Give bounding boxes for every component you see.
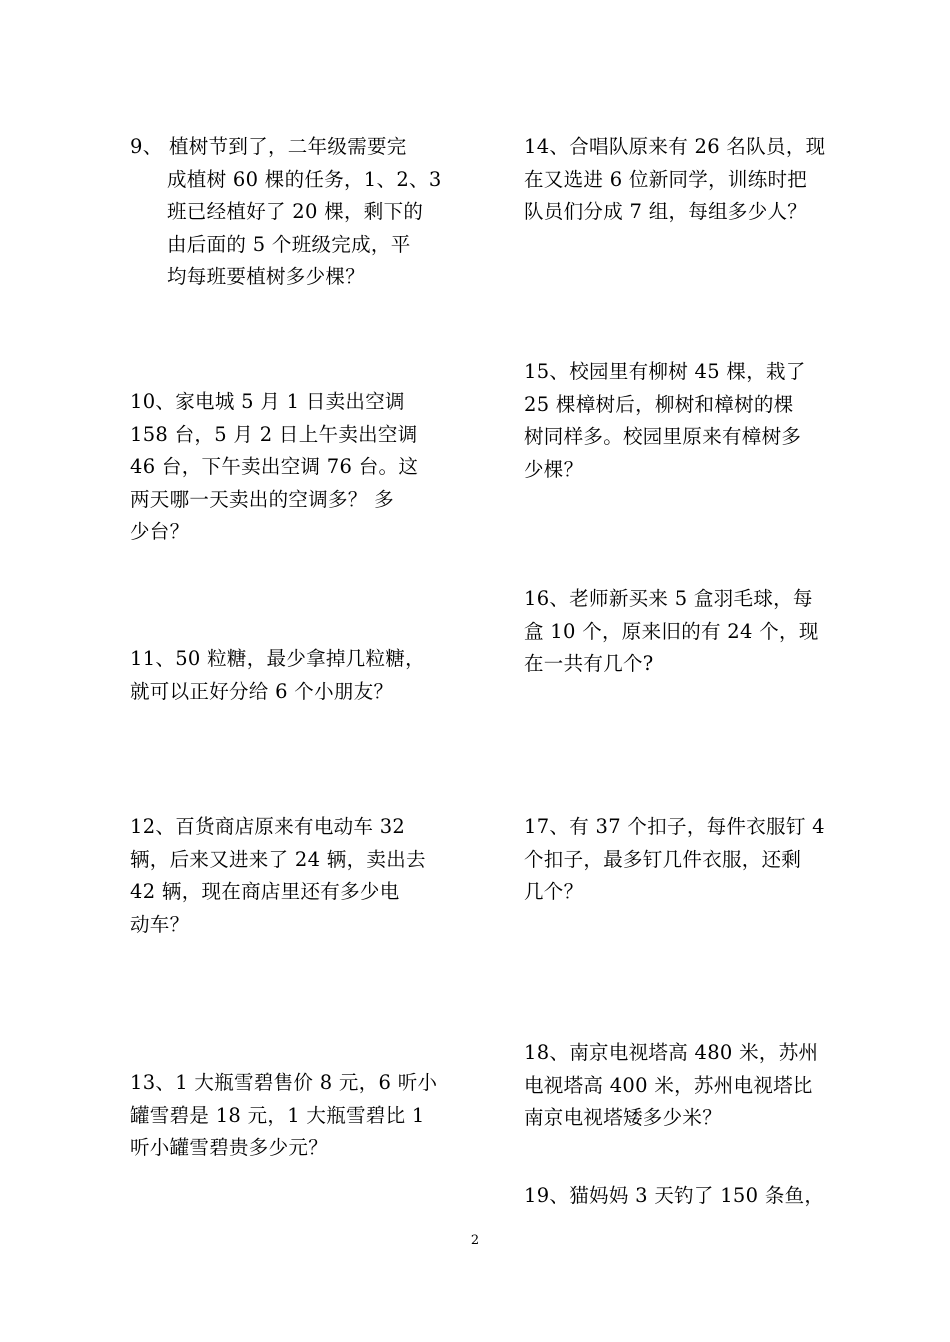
- problem-15-line-3: 树同样多。校园里原来有樟树多: [524, 425, 802, 448]
- problem-18-line-2: 电视塔高 400 米，苏州电视塔比: [524, 1073, 813, 1097]
- problem-10-line-4: 两天哪一天卖出的空调多？ 多: [130, 487, 394, 511]
- problem-12-line-4: 动车？: [130, 912, 190, 936]
- problem-9-line-5: 均每班要植树多少棵？: [167, 265, 366, 288]
- problem-14-line-1: 14、合唱队原来有 26 名队员，现: [524, 135, 826, 158]
- problem-17-line-2: 个扣子，最多钉几件衣服，还剩: [524, 847, 802, 871]
- problem-15-line-1: 15、校园里有柳树 45 棵，栽了: [524, 360, 806, 383]
- problem-10-line-2: 158 台，5 月 2 日上午卖出空调: [130, 422, 418, 446]
- problem-17-line-1: 17、有 37 个扣子，每件衣服钉 4: [524, 815, 825, 838]
- problem-13: [130, 1067, 437, 1165]
- problem-9: [130, 131, 442, 294]
- problem-16-line-3: 在一共有几个?: [524, 652, 654, 675]
- problem-16-line-2: 盒 10 个，原来旧的有 24 个，现: [524, 619, 819, 643]
- problem-14-line-2: 在又选进 6 位新同学，训练时把: [524, 167, 808, 191]
- problem-12-line-1: 12、百货商店原来有电动车 32: [130, 815, 406, 838]
- problem-10-line-3: 46 台，下午卖出空调 76 台。这: [130, 455, 419, 478]
- problem-10-line-1: 10、家电城 5 月 1 日卖出空调: [130, 390, 405, 413]
- problem-9-line-4: 由后面的 5 个班级完成，平: [167, 232, 411, 256]
- problem-9-line-3: 班已经植好了 20 棵，剩下的: [167, 200, 424, 223]
- problem-18: [524, 1037, 818, 1135]
- problem-15-line-4: 少棵？: [524, 457, 584, 481]
- problem-19: [524, 1180, 824, 1213]
- problem-12-line-2: 辆，后来又进来了 24 辆，卖出去: [130, 847, 426, 871]
- page-number: 2: [470, 1233, 480, 1248]
- problem-11-line-1: 11、50 粒糖，最少拿掉几粒糖，: [130, 647, 425, 670]
- problem-13-line-3: 听小罐雪碧贵多少元？: [130, 1136, 329, 1159]
- problem-14-line-3: 队员们分成 7 组，每组多少人？: [524, 200, 808, 223]
- problem-12-line-3: 42 辆，现在商店里还有多少电: [130, 880, 400, 903]
- problem-11-line-2: 就可以正好分给 6 个小朋友？: [130, 679, 394, 703]
- problem-10: [130, 386, 418, 549]
- problem-13-line-1: 13、1 大瓶雪碧售价 8 元，6 听小: [130, 1071, 438, 1094]
- problem-17: [524, 811, 825, 909]
- problem-19-line-1: 19、猫妈妈 3 天钓了 150 条鱼，: [524, 1184, 825, 1207]
- problem-9-line-2: 成植树 60 棵的任务，1、2、3: [167, 167, 442, 191]
- problem-9-line-1: 9、 植树节到了，二年级需要完: [130, 135, 407, 158]
- problem-17-line-3: 几个？: [524, 880, 584, 903]
- problem-12: [130, 811, 426, 941]
- problem-16-line-1: 16、老师新买来 5 盒羽毛球，每: [524, 587, 813, 610]
- problem-18-line-1: 18、南京电视塔高 480 米，苏州: [524, 1041, 819, 1064]
- problem-14: [524, 131, 825, 229]
- problem-15-line-2: 25 棵樟树后，柳树和樟树的棵: [524, 392, 794, 416]
- problem-15: [524, 356, 806, 486]
- problem-10-line-5: 少台？: [130, 520, 190, 543]
- problem-16: [524, 583, 819, 681]
- problem-18-line-3: 南京电视塔矮多少米？: [524, 1106, 723, 1129]
- problem-11: [130, 643, 425, 708]
- problem-13-line-2: 罐雪碧是 18 元，1 大瓶雪碧比 1: [130, 1103, 425, 1127]
